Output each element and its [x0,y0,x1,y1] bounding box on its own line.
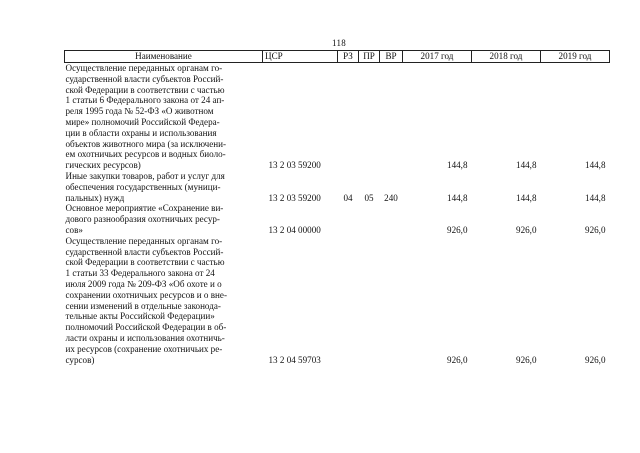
row-value-2018: 144,8 [516,192,537,203]
row-name-line: 1 статьи 6 Федерального закона от 24 ап- [65,95,225,106]
row-value-2017: 144,8 [447,160,468,171]
row-csr: 13 2 03 59200 [268,192,321,203]
table-row [65,63,610,171]
row-vr [380,203,403,235]
table-row [65,171,610,203]
row-value-2018: 926,0 [516,224,537,235]
row-name [65,203,263,235]
row-rz [338,236,359,366]
row-value-2018: 926,0 [516,354,537,365]
row-name [65,171,263,203]
row-vr: 240 [384,192,398,203]
row-name-line: Основное мероприятие «Сохранение ви- [65,203,224,214]
header-pr: ПР [359,51,380,63]
header-2019: 2019 год [541,51,610,63]
row-value-2017: 926,0 [447,224,468,235]
table-row [65,203,610,235]
row-name-line: ем охотничьих ресурсов и водных биоло- [65,149,226,160]
row-pr [359,63,380,171]
row-name-line: Иные закупки товаров, работ и услуг для [65,170,225,181]
row-name-line: июля 2009 года № 209-ФЗ «Об охоте и о [65,278,222,289]
header-rz: РЗ [338,51,359,63]
row-name-line: их ресурсов (сохранение охотничьих ре- [65,343,223,354]
row-rz [338,203,359,235]
row-name-line: мире» полномочий Российской Федера- [65,116,220,127]
row-name-line: сударственной власти субъектов Россий- [65,73,224,84]
row-name-line: сов» [65,224,83,235]
row-vr [380,63,403,171]
row-name-line: сурсов) [65,354,95,365]
row-name-line: тельные акты Российской Федерации» [65,311,215,322]
row-name-line: пальных) нужд [65,192,125,203]
row-rz [338,63,359,171]
row-pr [359,236,380,366]
row-pr: 05 [364,192,374,203]
table-row [65,236,610,366]
row-value-2019: 926,0 [585,224,606,235]
row-rz: 04 [343,192,353,203]
row-value-2019: 926,0 [585,354,606,365]
row-name-line: сохранении охотничьих ресурсов и о вне- [65,289,227,300]
row-name-line: ской Федерации в соответствии с частью [65,84,225,95]
row-csr: 13 2 03 59200 [268,160,321,171]
header-2018: 2018 год [472,51,541,63]
row-name-line: гических ресурсов) [65,160,141,171]
row-value-2019: 144,8 [585,192,606,203]
row-value-2019: 144,8 [585,160,606,171]
row-name-line: сении изменений в отдельные законода- [65,300,221,311]
header-vr: ВР [380,51,403,63]
row-name [65,236,263,366]
header-csr: ЦСР [263,51,338,63]
row-csr: 13 2 04 59703 [268,354,321,365]
budget-table [64,50,610,365]
row-name-line: ции в области охраны и использования [65,127,217,138]
row-name-line: объектов животного мира (за исключени- [65,138,227,149]
row-value-2017: 926,0 [447,354,468,365]
row-vr [380,236,403,366]
row-name-line: сударственной власти субъектов Россий- [65,246,224,257]
row-value-2017: 144,8 [447,192,468,203]
row-name-line: 1 статьи 33 Федерального закона от 24 [65,268,215,279]
row-name-line: ской Федерации в соответствии с частью [65,257,225,268]
header-2017: 2017 год [403,51,472,63]
row-name-line: Осуществление переданных органам го- [65,63,223,73]
row-csr: 13 2 04 00000 [268,224,321,235]
row-name-line: дового разнообразия охотничьих ресур- [65,214,220,225]
header-name: Наименование [65,51,263,63]
row-name [65,63,263,171]
row-pr [359,203,380,235]
row-value-2018: 144,8 [516,160,537,171]
table-header-row [65,51,610,63]
row-name-line: ласти охраны и использования охотничь- [65,332,225,343]
page-number: 118 [332,38,347,48]
row-name-line: реля 1995 года № 52-ФЗ «О животном [65,106,214,117]
row-name-line: обеспечения государственных (муници- [65,181,221,192]
row-name-line: Осуществление переданных органам го- [65,235,223,246]
row-name-line: полномочий Российской Федерации в об- [65,322,227,333]
